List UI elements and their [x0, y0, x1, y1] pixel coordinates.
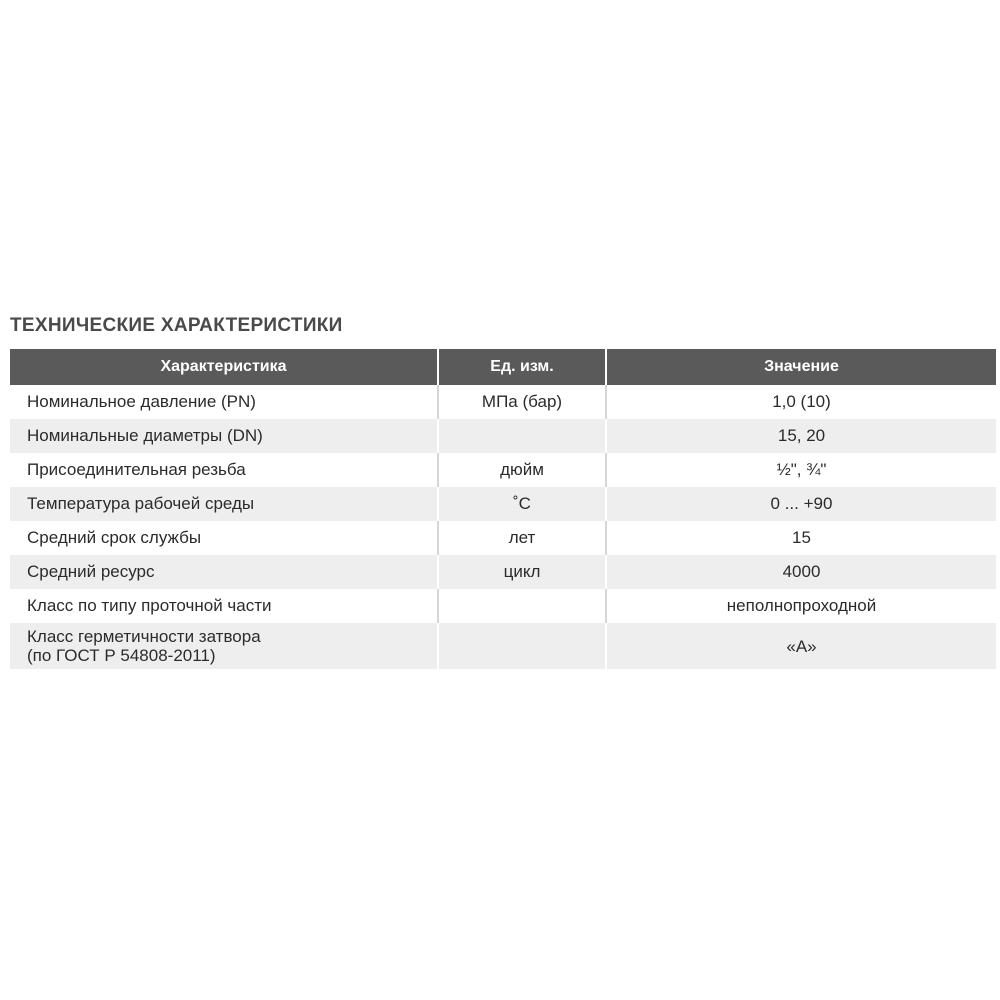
specifications-table: [10, 349, 996, 669]
row-unit: МПа (бар): [438, 385, 606, 419]
row-unit: [438, 589, 606, 623]
row-value: 15, 20: [606, 419, 996, 453]
row-name: Средний срок службы: [10, 521, 438, 555]
row-name: Номинальные диаметры (DN): [10, 419, 438, 453]
row-name: [10, 623, 438, 669]
row-unit: ˚С: [438, 487, 606, 521]
table-row: [10, 555, 996, 589]
row-unit: цикл: [438, 555, 606, 589]
table-row: [10, 419, 996, 453]
table-row: [10, 385, 996, 419]
row-value: 1,0 (10): [606, 385, 996, 419]
row-name: Класс по типу проточной части: [10, 589, 438, 623]
row-unit: дюйм: [438, 453, 606, 487]
table-header-row: [10, 349, 996, 385]
row-name-line-1: Класс герметичности затвора: [27, 627, 261, 646]
header-unit: Ед. изм.: [438, 349, 606, 385]
row-name: Присоединительная резьба: [10, 453, 438, 487]
row-value: 15: [606, 521, 996, 555]
row-value: ½", ¾": [606, 453, 996, 487]
row-value: 4000: [606, 555, 996, 589]
row-name: Средний ресурс: [10, 555, 438, 589]
row-unit: лет: [438, 521, 606, 555]
row-unit: [438, 623, 606, 669]
row-value: «А»: [606, 623, 996, 669]
row-name: Температура рабочей среды: [10, 487, 438, 521]
row-value: 0 ... +90: [606, 487, 996, 521]
table-row: [10, 521, 996, 555]
section-title: ТЕХНИЧЕСКИЕ ХАРАКТЕРИСТИКИ: [10, 315, 343, 336]
header-value: Значение: [606, 349, 996, 385]
row-value: неполнопроходной: [606, 589, 996, 623]
row-name-line-2: (по ГОСТ Р 54808-2011): [27, 646, 216, 665]
table-row: [10, 453, 996, 487]
table-row: [10, 487, 996, 521]
row-unit: [438, 419, 606, 453]
table-row: [10, 589, 996, 623]
header-characteristic: Характеристика: [10, 349, 438, 385]
row-name: Номинальное давление (PN): [10, 385, 438, 419]
table-row: [10, 623, 996, 669]
